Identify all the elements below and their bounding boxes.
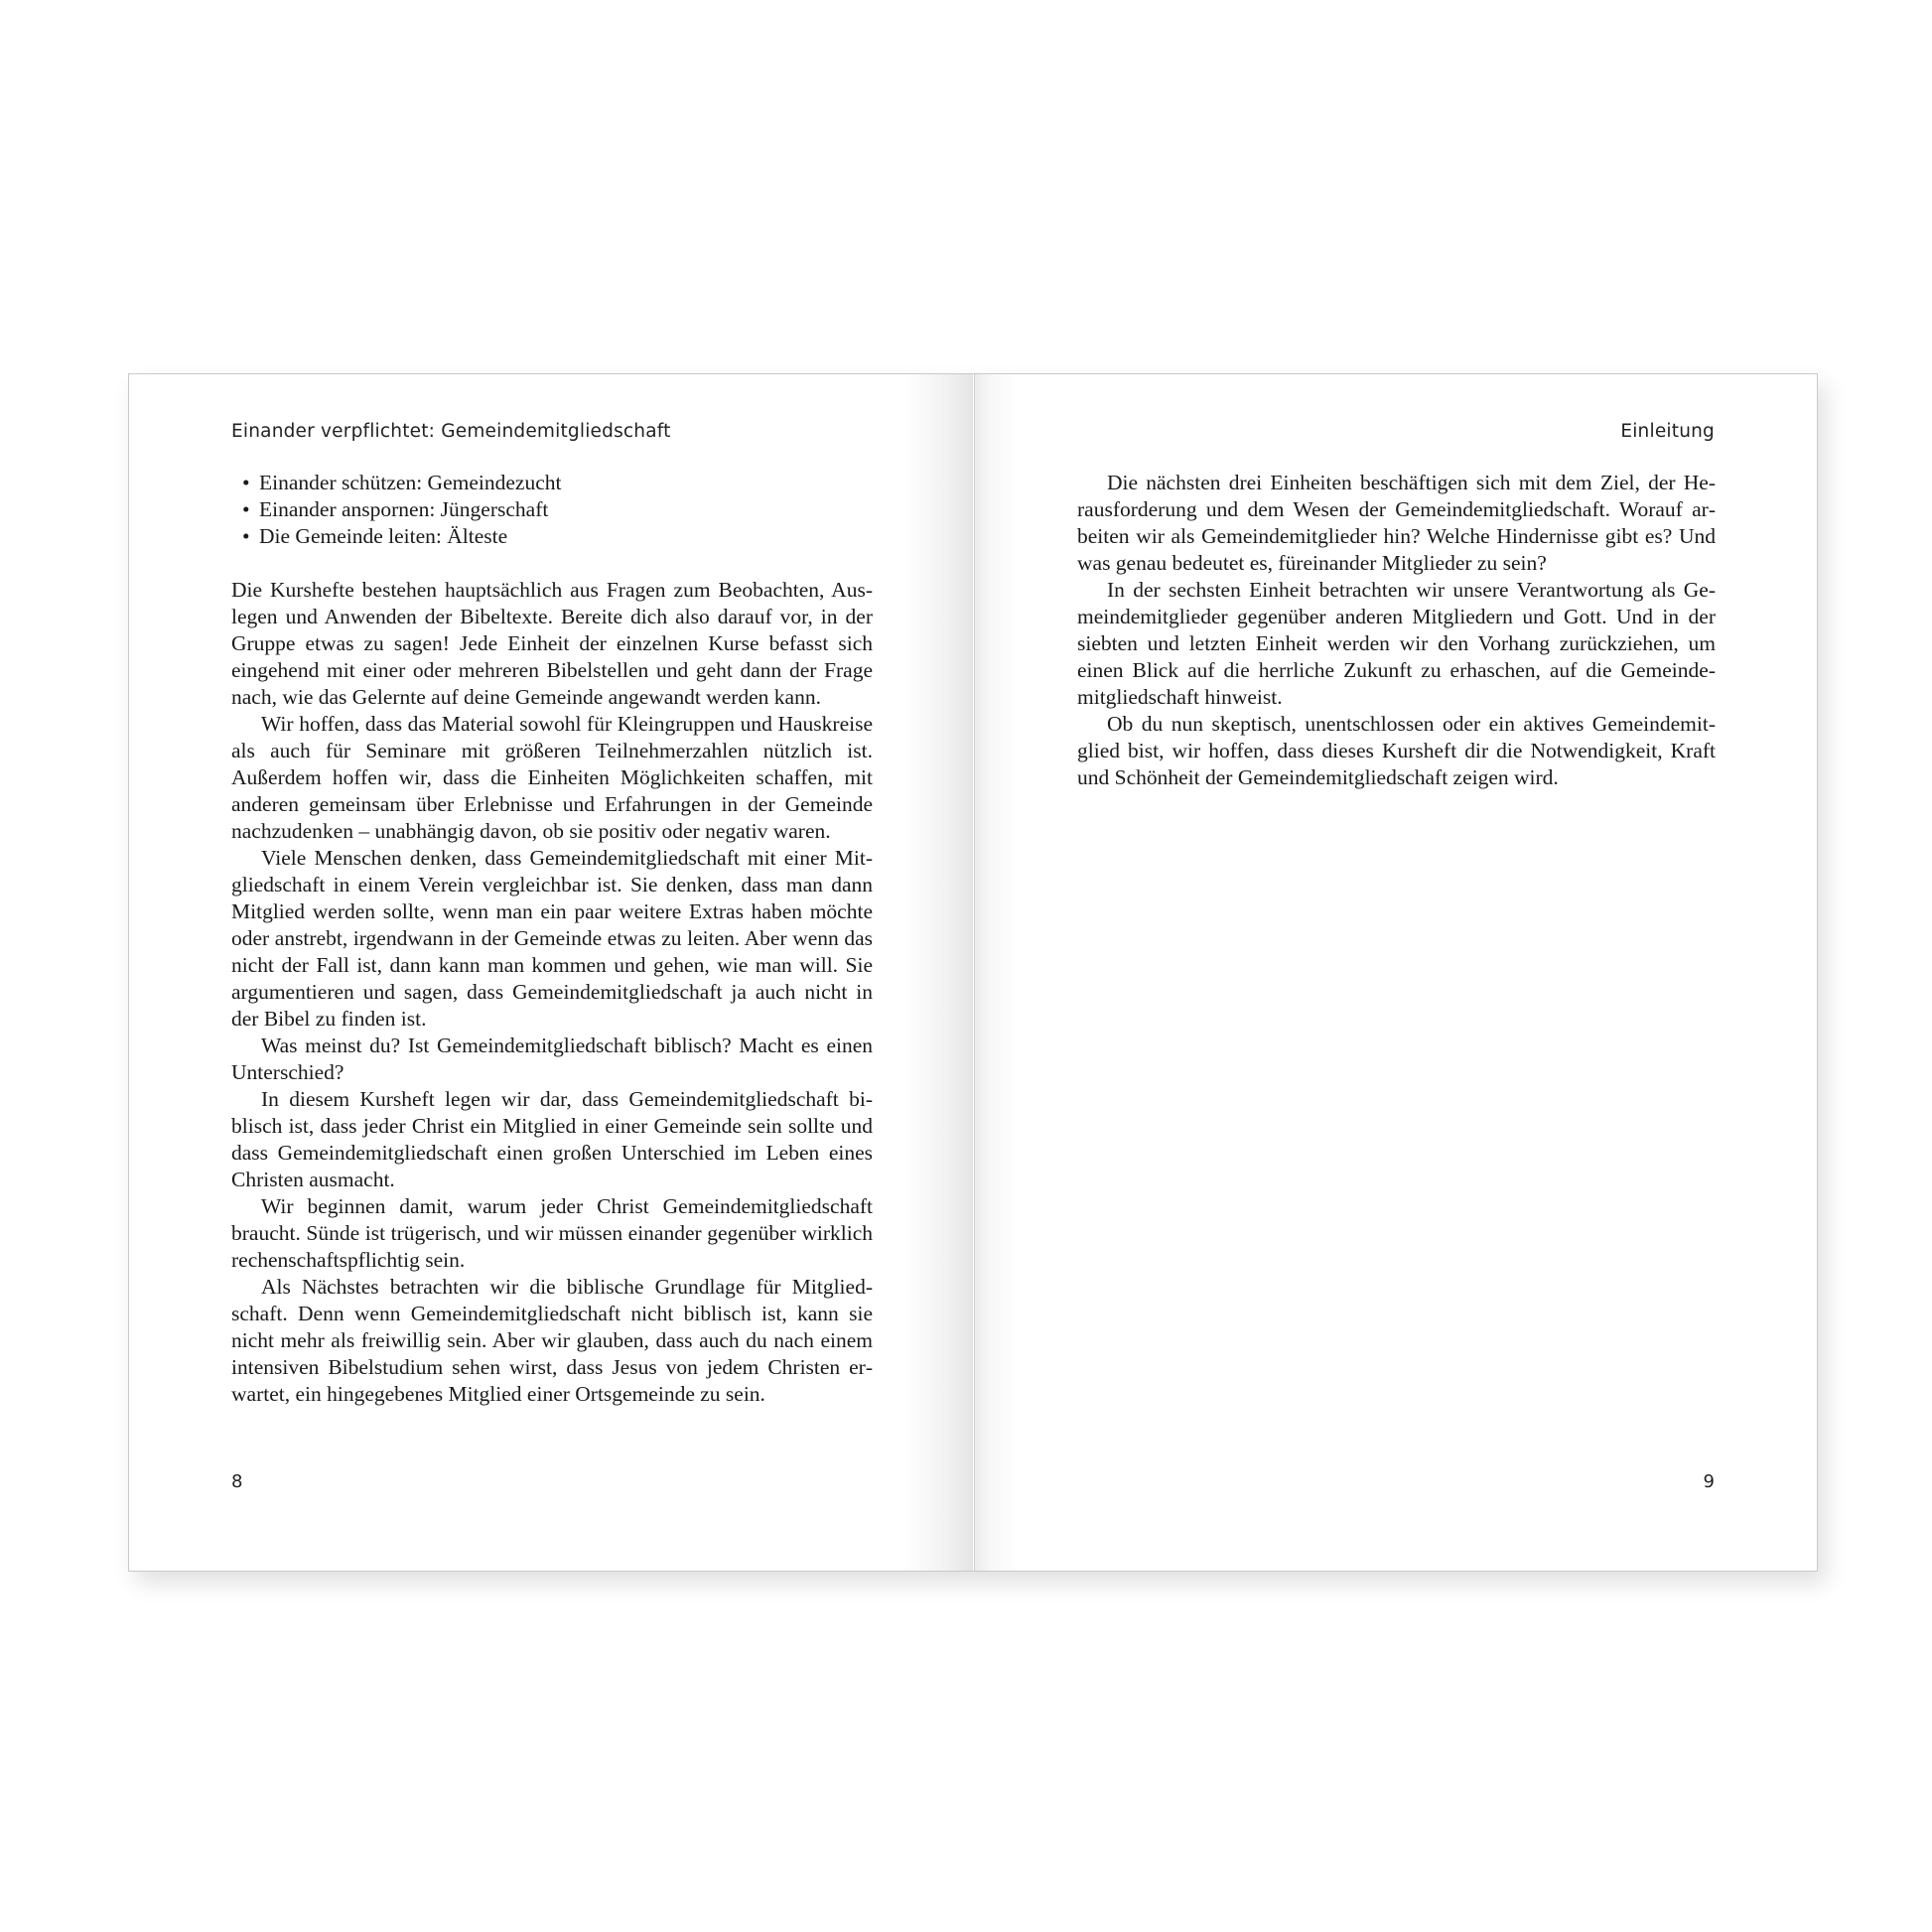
bullet-icon: • [242, 524, 250, 548]
left-page [129, 374, 973, 1571]
list-item [231, 496, 873, 523]
bullet-icon: • [242, 497, 250, 521]
right-page-body [1077, 470, 1716, 791]
paragraph: Wir beginnen damit, warum jeder Christ Gemeindemitgliedschaft braucht. Sünde ist trügerisch, und wir müssen einander gegenüber wirklich rechenschaftspflichtig sein. [231, 1194, 873, 1272]
paragraph: Viele Menschen denken, dass Gemeindemitgliedschaft mit einer Mitgliedschaft in einem Verein vergleichbar ist. Sie denken, dass man dann Mitglied werden sollte, wenn man ein paar weitere Extras haben möchte oder anstrebt, irgendwann in der Gemeinde etwas zu leiten. Aber wenn das nicht der Fall ist, dann kann man kommen und gehen, wie man will. Sie argumentieren und sagen, dass Gemeindemitgliedschaft ja auch nicht in der Bibel zu finden ist. [231, 846, 873, 1031]
running-head-right: Einleitung [1620, 421, 1715, 442]
bullet-icon: • [242, 471, 250, 494]
paragraph: Ob du nun skeptisch, unentschlossen oder ein aktives Gemeindemitglied bist, wir hoffen, dass dieses Kursheft dir die Notwendigkeit, Kraft und Schönheit der Gemeindemitgliedschaft zeigen wird. [1077, 712, 1716, 789]
list-item [231, 523, 873, 550]
page-number-right: 9 [1703, 1471, 1715, 1492]
paragraph: Als Nächstes betrachten wir die biblische Grundlage für Mitgliedschaft. Denn wenn Gemeindemitgliedschaft nicht biblisch ist, kann sie nicht mehr als freiwillig sein. Aber wir glauben, dass auch du nach einem intensiven Bibelstudium sehen wirst, dass Jesus von jedem Christen erwartet, ein hingegebenes Mitglied einer Ortsgemeinde zu sein. [231, 1275, 873, 1406]
list-item-text: Einander anspornen: Jüngerschaft [259, 497, 549, 521]
list-item-text: Die Gemeinde leiten: Älteste [259, 524, 508, 548]
running-head-left: Einander verpflichtet: Gemeindemitgliedschaft [231, 421, 671, 442]
page-number-left: 8 [231, 1471, 243, 1492]
list-item [231, 470, 873, 496]
paragraph: In der sechsten Einheit betrachten wir unsere Verantwortung als Gemeindemitglieder gegenüber anderen Mitgliedern und Gott. Und in der siebten und letzten Einheit werden wir den Vorhang zurückziehen, um einen Blick auf die herrliche Zukunft zu erhaschen, auf die Gemeindemitgliedschaft hinweist. [1077, 578, 1716, 709]
paragraph: Die nächsten drei Einheiten beschäftigen sich mit dem Ziel, der Herausforderung und dem Wesen der Gemeindemitgliedschaft. Worauf arbeiten wir als Gemeindemitglieder hin? Welche Hindernisse gibt es? Und was genau bedeutet es, füreinander Mitglieder zu sein? [1077, 471, 1716, 575]
book-spread [128, 373, 1818, 1572]
paragraph: In diesem Kursheft legen wir dar, dass Gemeindemitgliedschaft biblisch ist, dass jeder Christ ein Mitglied in einer Gemeinde sein sollte und dass Gemeindemitgliedschaft einen großen Unterschied im Leben eines Christen ausmacht. [231, 1087, 873, 1191]
paragraph: Die Kurshefte bestehen hauptsächlich aus Fragen zum Beobachten, Auslegen und Anwenden der Bibeltexte. Bereite dich also darauf vor, in der Gruppe etwas zu sagen! Jede Einheit der einzelnen Kurse befasst sich eingehend mit einer oder mehreren Bibelstellen und geht dann der Frage nach, wie das Gelernte auf deine Gemeinde angewandt werden kann. [231, 578, 873, 709]
paragraph: Wir hoffen, dass das Material sowohl für Kleingruppen und Hauskreise als auch für Seminare mit größeren Teilnehmerzahlen nützlich ist. Außerdem hoffen wir, dass die Einheiten Möglichkeiten schaffen, mit anderen gemeinsam über Erlebnisse und Erfahrungen in der Gemeinde nachzudenken – unabhängig davon, ob sie positiv oder negativ waren. [231, 712, 873, 843]
left-page-body [231, 470, 873, 1408]
bullet-list [231, 470, 873, 550]
list-item-text: Einander schützen: Gemeindezucht [259, 471, 562, 494]
right-page [974, 374, 1817, 1571]
paragraph: Was meinst du? Ist Gemeindemitgliedschaft biblisch? Macht es einen Unterschied? [231, 1034, 873, 1084]
